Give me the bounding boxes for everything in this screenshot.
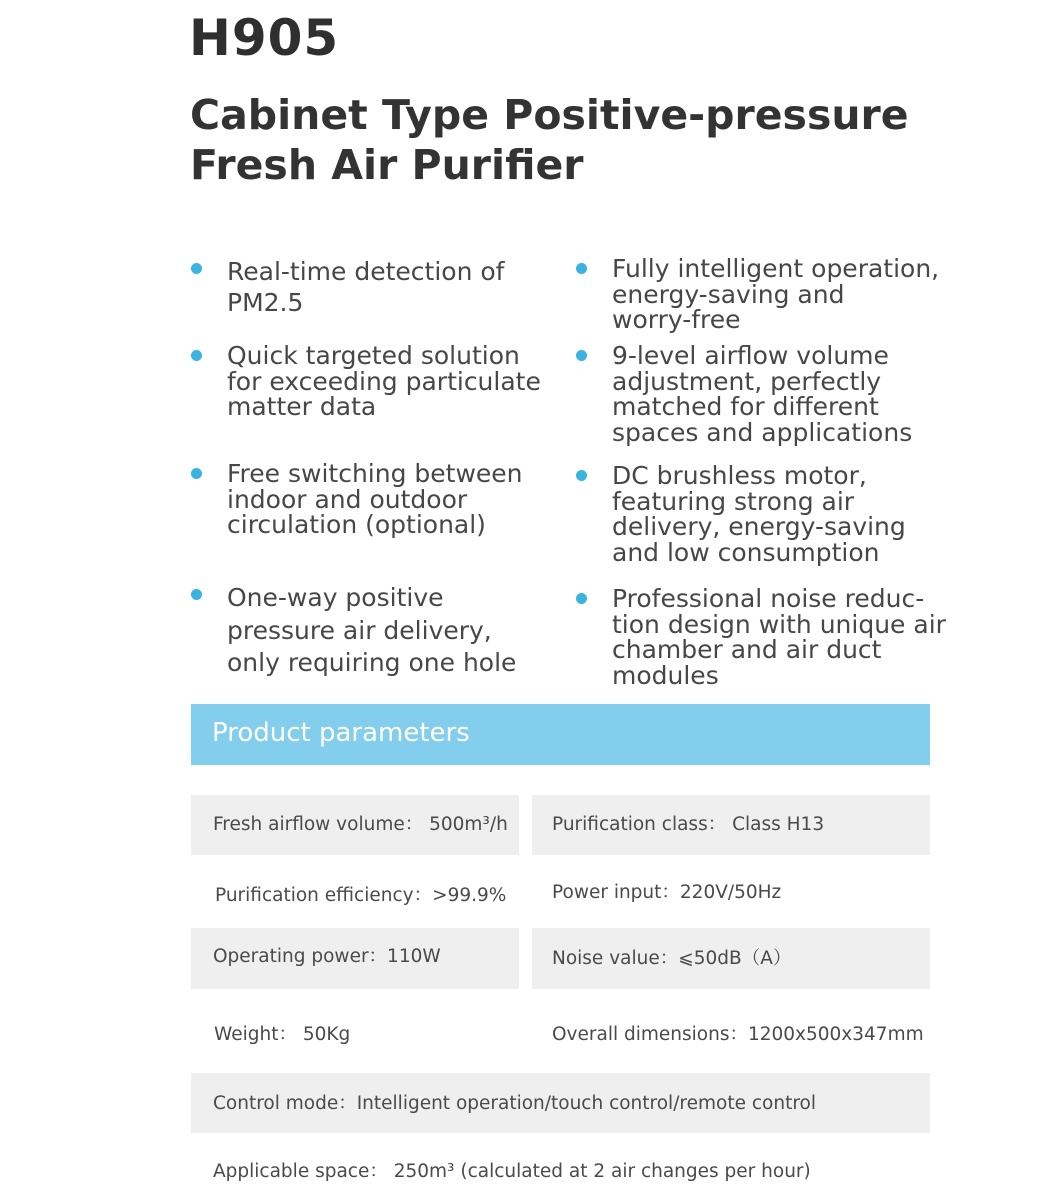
- product-title: [190, 90, 950, 190]
- param-noise-value: Noise value：⩽50dB（A）: [552, 948, 792, 969]
- param-purification-efficiency: Purification efficiency：>99.9%: [215, 885, 507, 906]
- bullet-dot-icon: [576, 593, 587, 604]
- feature-item: One-way positive pressure air delivery, only requiring one hole: [227, 582, 516, 680]
- feature-item: DC brushless motor, featuring strong air delivery, energy-saving and low consumption: [612, 463, 906, 565]
- param-control-mode: Control mode：Intelligent operation/touch control/remote control: [213, 1093, 816, 1114]
- feature-item: Professional noise reduc- tion design with unique air chamber and air duct modules: [612, 586, 946, 688]
- param-operating-power: Operating power：110W: [213, 946, 441, 967]
- bullet-dot-icon: [191, 468, 202, 479]
- feature-item: Real-time detection of PM2.5: [227, 256, 504, 318]
- param-fresh-airflow-volume: Fresh airflow volume： 500m³/h: [213, 814, 508, 835]
- product-title-line-2: Fresh Air Purifier: [190, 141, 584, 189]
- section-title: Product parameters: [212, 718, 470, 748]
- param-purification-class: Purification class： Class H13: [552, 814, 825, 835]
- param-weight: Weight： 50Kg: [214, 1024, 351, 1045]
- feature-item: Quick targeted solution for exceeding particulate matter data: [227, 343, 541, 420]
- param-power-input: Power input：220V/50Hz: [552, 882, 782, 903]
- bullet-dot-icon: [576, 350, 587, 361]
- param-overall-dimensions: Overall dimensions：1200x500x347mm: [552, 1024, 924, 1045]
- model-number: H905: [189, 9, 340, 67]
- bullet-dot-icon: [191, 263, 202, 274]
- bullet-dot-icon: [576, 470, 587, 481]
- feature-item: Free switching between indoor and outdoor circulation (optional): [227, 461, 523, 538]
- bullet-dot-icon: [191, 589, 202, 600]
- product-title-line-1: Cabinet Type Positive-pressure: [190, 91, 909, 139]
- param-applicable-space: Applicable space： 250m³ (calculated at 2 air changes per hour): [213, 1161, 811, 1182]
- section-banner: [191, 704, 930, 765]
- feature-item: Fully intelligent operation, energy-saving and worry-free: [612, 256, 939, 333]
- bullet-dot-icon: [191, 350, 202, 361]
- feature-item: 9-level airflow volume adjustment, perfectly matched for different spaces and applications: [612, 343, 912, 445]
- bullet-dot-icon: [576, 263, 587, 274]
